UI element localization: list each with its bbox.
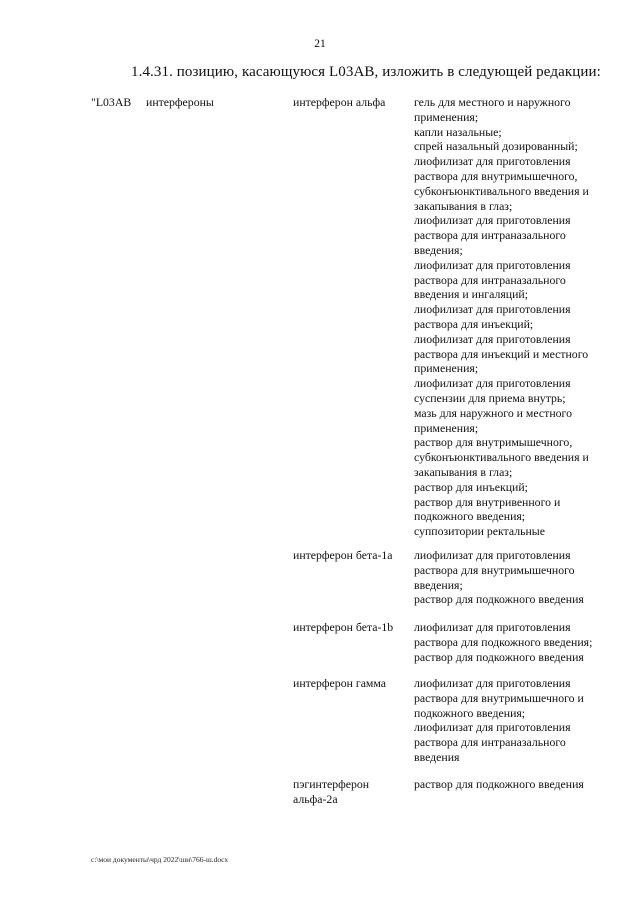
dosage-form-line: раствор для внутривенного и — [414, 494, 561, 509]
dosage-form-line: применения; — [414, 361, 479, 376]
dosage-form-line: введения; — [414, 242, 463, 257]
dosage-form-line: раствор для подкожного введения — [414, 592, 584, 607]
dosage-form-line: раствор для инъекций; — [414, 479, 528, 494]
drug-name: интерферон бета-1a — [293, 548, 393, 562]
dosage-form-line: введения и ингаляций; — [414, 287, 528, 302]
dosage-form-line: лиофилизат для приготовления — [414, 302, 571, 317]
dosage-forms — [414, 777, 629, 792]
dosage-form-line: введения; — [414, 577, 463, 592]
dosage-form-line: субконъюнктивального введения и — [414, 183, 589, 198]
dosage-form-line: лиофилизат для приготовления — [414, 257, 571, 272]
drug-name: интерферон гамма — [293, 676, 387, 690]
drug-name-line: пэгинтерферон — [293, 777, 370, 791]
dosage-form-line: раствора для интраназального — [414, 272, 566, 287]
drug-name: интерферон альфа — [293, 95, 386, 109]
dosage-form-line: раствора для подкожного введения; — [414, 634, 593, 649]
dosage-form-line: раствор для подкожного введения — [414, 649, 584, 664]
dosage-form-line: закапывания в глаз; — [414, 464, 513, 479]
dosage-form-line: лиофилизат для приготовления — [414, 331, 571, 346]
dosage-form-line: применения; — [414, 109, 479, 124]
dosage-forms — [414, 676, 629, 765]
page-number: 21 — [314, 38, 326, 50]
dosage-form-line: лиофилизат для приготовления — [414, 548, 571, 562]
atc-code: "L03AB — [91, 95, 132, 109]
dosage-form-line: суспензии для приема внутрь; — [414, 390, 566, 405]
dosage-form-line: закапывания в глаз; — [414, 198, 513, 213]
dosage-form-line: раствора для интраназального — [414, 228, 566, 243]
dosage-form-line: введения — [414, 749, 460, 764]
dosage-form-line: раствора для инъекций и местного — [414, 346, 589, 361]
dosage-form-line: лиофилизат для приготовления — [414, 676, 571, 690]
dosage-form-line: лиофилизат для приготовления — [414, 620, 571, 634]
drug-name — [293, 777, 408, 807]
dosage-form-line: раствора для внутримышечного и — [414, 690, 584, 705]
dosage-form-line: раствора для интраназального — [414, 735, 566, 750]
dosage-form-line: применения; — [414, 420, 479, 435]
dosage-form-line: раствора для инъекций; — [414, 316, 534, 331]
dosage-form-line: лиофилизат для приготовления — [414, 213, 571, 228]
dosage-form-line: гель для местного и наружного — [414, 95, 571, 109]
dosage-form-line: суппозитории ректальные — [414, 524, 545, 539]
dosage-form-line: субконъюнктивального введения и — [414, 450, 589, 465]
atc-group-name: интерфероны — [146, 95, 214, 109]
dosage-form-line: лиофилизат для приготовления — [414, 720, 571, 735]
drug-name: интерферон бета-1b — [293, 620, 394, 634]
dosage-form-line: подкожного введения; — [414, 705, 526, 720]
file-path-footer: c:\мои документы\чрд 2022\ши\766-ш.docx — [91, 855, 229, 864]
dosage-form-line: раствора для внутримышечного, — [414, 168, 578, 183]
dosage-form-line: раствора для внутримышечного — [414, 562, 575, 577]
dosage-form-line: лиофилизат для приготовления — [414, 154, 571, 169]
dosage-forms — [414, 548, 629, 607]
dosage-forms — [414, 95, 629, 539]
dosage-form-line: капли назальные; — [414, 124, 502, 139]
dosage-form-line: раствор для внутримышечного, — [414, 435, 573, 450]
dosage-forms — [414, 620, 629, 664]
dosage-form-line: спрей назальный дозированный; — [414, 139, 578, 154]
dosage-form-line: подкожного введения; — [414, 509, 526, 524]
dosage-form-line: раствор для подкожного введения — [414, 777, 584, 791]
drug-name-line: альфа-2a — [293, 792, 338, 806]
dosage-form-line: лиофилизат для приготовления — [414, 376, 571, 391]
amendment-heading: 1.4.31. позицию, касающуюся L03AB, изложить в следующей редакции: — [131, 64, 601, 80]
dosage-form-line: мазь для наружного и местного — [414, 405, 572, 420]
